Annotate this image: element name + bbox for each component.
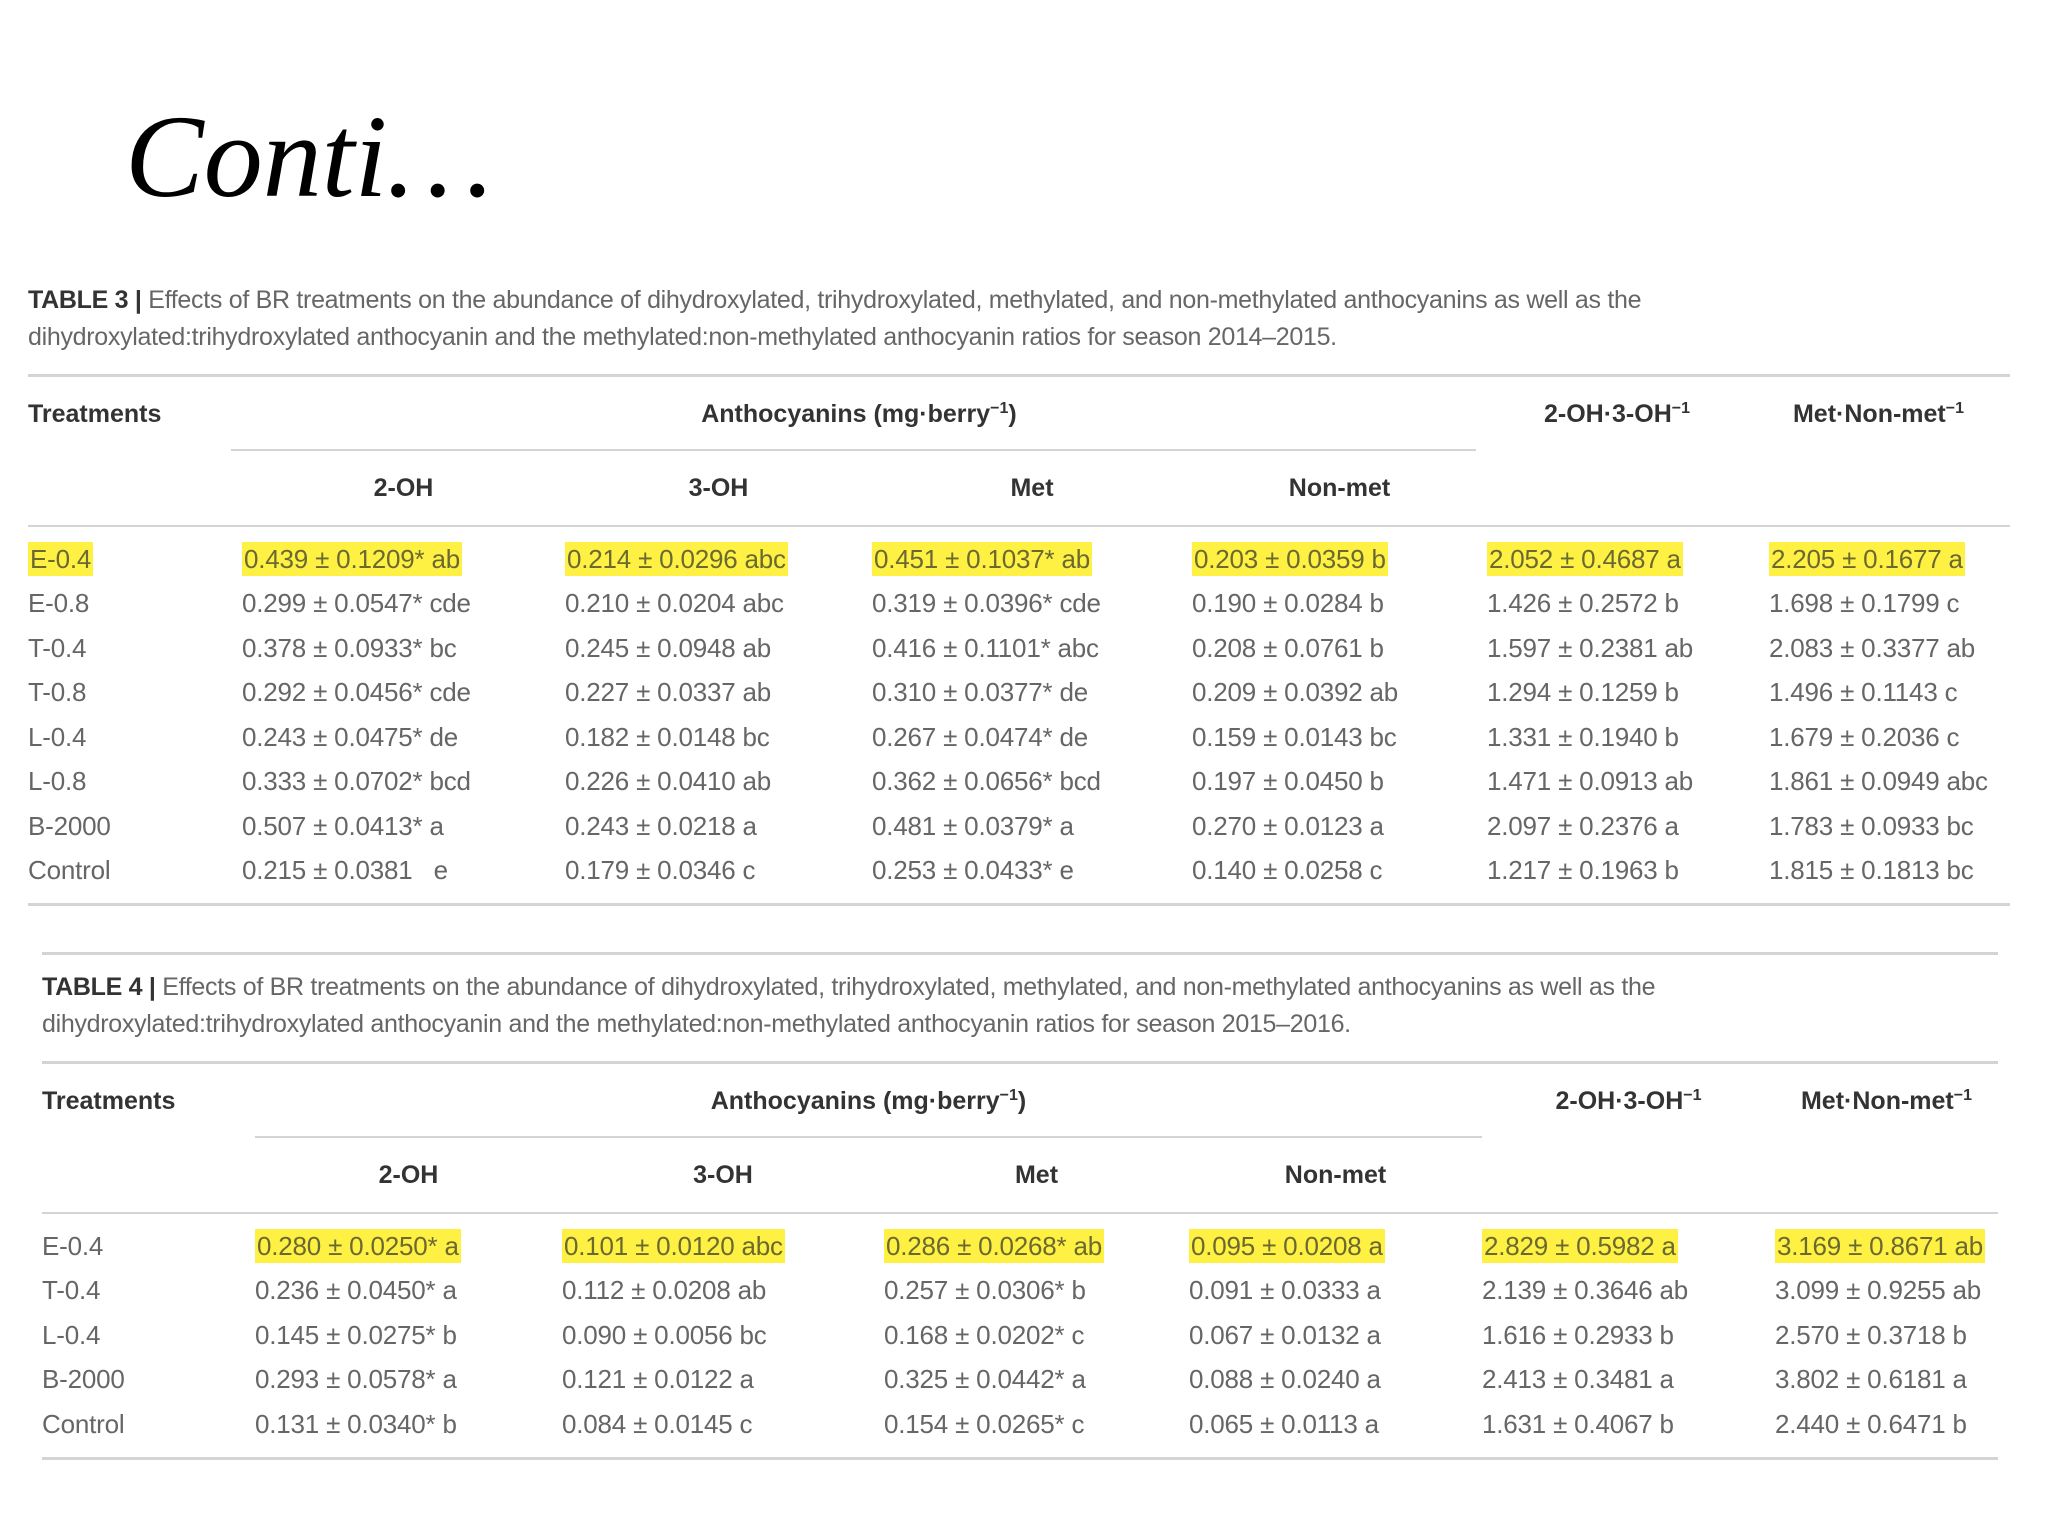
table-row — [42, 1224, 1998, 1269]
cell-nonmet — [1192, 722, 1487, 753]
table-bottom-rule — [42, 1457, 1998, 1460]
header-ratio-met — [1775, 1087, 1998, 1116]
cell-met-text: 0.257 ± 0.0306* b — [884, 1275, 1086, 1306]
cell-2oh — [242, 855, 565, 886]
cell-met-text: 0.325 ± 0.0442* a — [884, 1364, 1086, 1395]
cell-nonmet — [1192, 677, 1487, 708]
cell-nonmet — [1192, 544, 1487, 575]
header-ratio-oh-label: 2-OH·3-OH — [1555, 1086, 1684, 1115]
header-anthocyanins-close: ) — [1008, 400, 1017, 428]
table-header-row-2 — [28, 451, 2010, 525]
cell-2oh-text: 0.236 ± 0.0450* a — [255, 1275, 457, 1306]
cell-treatment — [28, 544, 242, 575]
cell-nonmet-text: 0.091 ± 0.0333 a — [1189, 1275, 1381, 1306]
header-treatments: Treatments — [28, 399, 162, 428]
cell-ratio-met — [1775, 1275, 1998, 1306]
cell-3oh — [562, 1364, 884, 1395]
header-anthocyanins-close: ) — [1017, 1087, 1027, 1115]
slide-title: Conti… — [125, 91, 493, 222]
cell-treatment-text: Control — [28, 855, 111, 886]
cell-2oh-text: 0.439 ± 0.1209* ab — [244, 543, 460, 574]
cell-ratio-oh-text: 1.294 ± 0.1259 b — [1487, 677, 1679, 708]
cell-3oh — [565, 722, 872, 753]
cell-ratio-met-text: 2.083 ± 0.3377 ab — [1769, 632, 1976, 663]
cell-ratio-met — [1775, 1231, 1998, 1262]
cell-nonmet-text: 0.203 ± 0.0359 b — [1194, 543, 1386, 574]
cell-3oh — [565, 766, 872, 797]
cell-met-text: 0.362 ± 0.0656* bcd — [872, 766, 1101, 797]
header-nonmet: Non-met — [1288, 473, 1391, 502]
cell-met-text: 0.416 ± 0.1101* abc — [872, 632, 1099, 663]
cell-nonmet — [1189, 1231, 1482, 1262]
cell-ratio-met — [1775, 1409, 1998, 1440]
cell-met — [884, 1275, 1189, 1306]
cell-ratio-met-text: 1.861 ± 0.0949 abc — [1769, 766, 1988, 797]
header-ratio-met-sup: −1 — [1945, 399, 1964, 417]
cell-ratio-oh-text: 2.097 ± 0.2376 a — [1487, 810, 1679, 841]
cell-treatment-text: E-0.4 — [30, 543, 92, 574]
cell-3oh-text: 0.112 ± 0.0208 ab — [562, 1275, 767, 1306]
cell-ratio-met — [1769, 811, 2010, 842]
cell-met-text: 0.319 ± 0.0396* cde — [872, 588, 1101, 619]
cell-met — [872, 633, 1192, 664]
cell-ratio-met — [1769, 722, 2010, 753]
cell-2oh-text: 0.280 ± 0.0250* a — [257, 1230, 459, 1261]
table-header-row-1 — [28, 377, 2010, 451]
cell-3oh-text: 0.243 ± 0.0218 a — [565, 810, 757, 841]
cell-ratio-oh — [1487, 633, 1769, 664]
cell-2oh — [255, 1320, 562, 1351]
cell-2oh-text: 0.145 ± 0.0275* b — [255, 1319, 457, 1350]
cell-treatment-text: L-0.8 — [28, 766, 87, 797]
cell-3oh — [565, 633, 872, 664]
cell-2oh-text: 0.131 ± 0.0340* b — [255, 1408, 457, 1439]
cell-treatment — [28, 722, 242, 753]
header-anthocyanins-label: Anthocyanins (mg·berry — [710, 1087, 1000, 1115]
cell-nonmet-text: 0.270 ± 0.0123 a — [1192, 810, 1384, 841]
header-anthocyanins — [255, 1064, 1482, 1138]
cell-ratio-met — [1769, 855, 2010, 886]
table-row — [42, 1313, 1998, 1358]
cell-2oh — [242, 811, 565, 842]
cell-met — [872, 588, 1192, 619]
table-caption — [42, 969, 1998, 1043]
table-row — [28, 537, 2010, 582]
cell-treatment — [42, 1364, 255, 1395]
table-row — [28, 582, 2010, 627]
cell-treatment — [28, 588, 242, 619]
cell-ratio-oh-text: 1.471 ± 0.0913 ab — [1487, 766, 1694, 797]
cell-ratio-oh-text: 1.597 ± 0.2381 ab — [1487, 632, 1694, 663]
table-label: TABLE 3 | — [28, 286, 142, 314]
header-ratio-met-sup: −1 — [1953, 1086, 1972, 1104]
cell-ratio-oh-text: 1.217 ± 0.1963 b — [1487, 855, 1679, 886]
header-2oh: 2-OH — [378, 1160, 439, 1189]
table-3 — [28, 282, 2010, 906]
cell-treatment-text: T-0.8 — [28, 677, 87, 708]
header-anthocyanins-sup: −1 — [999, 1087, 1018, 1104]
caption-line-2: dihydroxylated:trihydroxylated anthocyanin and the methylated:non-methylated anthocyanin ratios for season 2015–2016. — [42, 1010, 1351, 1038]
cell-ratio-oh — [1482, 1231, 1775, 1262]
cell-ratio-oh-text: 1.616 ± 0.2933 b — [1482, 1319, 1674, 1350]
cell-3oh-text: 0.210 ± 0.0204 abc — [565, 588, 784, 619]
cell-ratio-met-text: 2.205 ± 0.1677 a — [1771, 543, 1963, 574]
cell-met — [872, 855, 1192, 886]
cell-2oh-text: 0.333 ± 0.0702* bcd — [242, 766, 471, 797]
cell-nonmet-text: 0.197 ± 0.0450 b — [1192, 766, 1384, 797]
cell-met-text: 0.286 ± 0.0268* ab — [886, 1230, 1102, 1261]
cell-met-text: 0.267 ± 0.0474* de — [872, 721, 1088, 752]
cell-ratio-met-text: 1.698 ± 0.1799 c — [1769, 588, 1960, 619]
cell-3oh — [562, 1320, 884, 1351]
table-label: TABLE 4 | — [42, 973, 156, 1001]
caption-line-1: Effects of BR treatments on the abundance of dihydroxylated, trihydroxylated, methylated, and non-methylated anthocyanins as well as the — [148, 286, 1642, 314]
cell-met — [872, 722, 1192, 753]
cell-2oh-text: 0.507 ± 0.0413* a — [242, 810, 444, 841]
table-row — [28, 626, 2010, 671]
cell-2oh-text: 0.293 ± 0.0578* a — [255, 1364, 457, 1395]
cell-treatment-text: B-2000 — [28, 810, 111, 841]
cell-3oh-text: 0.101 ± 0.0120 abc — [564, 1230, 783, 1261]
cell-ratio-oh — [1482, 1275, 1775, 1306]
cell-met-text: 0.253 ± 0.0433* e — [872, 855, 1074, 886]
caption-line-1: Effects of BR treatments on the abundance of dihydroxylated, trihydroxylated, methylated, and non-methylated anthocyanins as well as the — [162, 973, 1656, 1001]
header-treatments: Treatments — [42, 1086, 176, 1115]
cell-3oh — [565, 811, 872, 842]
cell-nonmet — [1189, 1409, 1482, 1440]
cell-ratio-met — [1775, 1320, 1998, 1351]
header-group-underline — [255, 1136, 1482, 1138]
cell-treatment — [28, 855, 242, 886]
cell-met — [884, 1409, 1189, 1440]
cell-2oh — [255, 1409, 562, 1440]
cell-ratio-oh — [1482, 1320, 1775, 1351]
cell-2oh — [255, 1364, 562, 1395]
cell-3oh-text: 0.227 ± 0.0337 ab — [565, 677, 772, 708]
cell-met-text: 0.481 ± 0.0379* a — [872, 810, 1074, 841]
cell-met-text: 0.310 ± 0.0377* de — [872, 677, 1088, 708]
cell-ratio-met-text: 2.440 ± 0.6471 b — [1775, 1408, 1967, 1439]
cell-3oh — [565, 544, 872, 575]
header-3oh: 3-OH — [693, 1160, 753, 1189]
table-row — [28, 849, 2010, 894]
cell-2oh — [242, 722, 565, 753]
caption-line-2: dihydroxylated:trihydroxylated anthocyanin and the methylated:non-methylated anthocyanin ratios for season 2014–2015. — [28, 323, 1337, 351]
cell-treatment-text: E-0.8 — [28, 588, 90, 619]
table-row — [42, 1358, 1998, 1403]
cell-met — [884, 1364, 1189, 1395]
header-ratio-met-label: Met·Non-met — [1792, 399, 1946, 428]
cell-ratio-oh — [1487, 588, 1769, 619]
cell-ratio-oh-text: 1.426 ± 0.2572 b — [1487, 588, 1679, 619]
cell-ratio-oh — [1487, 677, 1769, 708]
cell-treatment-text: T-0.4 — [28, 632, 87, 663]
cell-nonmet — [1192, 766, 1487, 797]
cell-ratio-met-text: 3.169 ± 0.8671 ab — [1777, 1230, 1984, 1261]
header-ratio-oh — [1476, 400, 1758, 429]
header-anthocyanins — [231, 377, 1476, 451]
cell-3oh-text: 0.121 ± 0.0122 a — [562, 1364, 754, 1395]
header-anthocyanins-label: Anthocyanins (mg·berry — [701, 400, 991, 428]
cell-treatment-text: B-2000 — [42, 1364, 125, 1395]
table-row — [28, 671, 2010, 716]
table-row — [28, 715, 2010, 760]
cell-nonmet-text: 0.088 ± 0.0240 a — [1189, 1364, 1381, 1395]
cell-3oh-text: 0.214 ± 0.0296 abc — [567, 543, 786, 574]
cell-2oh-text: 0.215 ± 0.0381 e — [242, 855, 448, 886]
header-group-underline — [231, 449, 1476, 451]
cell-2oh-text: 0.292 ± 0.0456* cde — [242, 677, 471, 708]
cell-nonmet-text: 0.208 ± 0.0761 b — [1192, 632, 1384, 663]
cell-treatment — [28, 766, 242, 797]
cell-2oh-text: 0.243 ± 0.0475* de — [242, 721, 458, 752]
cell-ratio-oh-text: 2.052 ± 0.4687 a — [1489, 543, 1681, 574]
cell-3oh-text: 0.179 ± 0.0346 c — [565, 855, 756, 886]
header-ratio-oh-sup: −1 — [1683, 1086, 1702, 1104]
header-anthocyanins-sup: −1 — [990, 400, 1009, 417]
cell-met — [872, 677, 1192, 708]
table-caption — [28, 282, 2010, 356]
cell-nonmet — [1189, 1364, 1482, 1395]
cell-treatment-text: T-0.4 — [42, 1275, 101, 1306]
cell-met — [872, 811, 1192, 842]
cell-treatment-text: L-0.4 — [42, 1319, 101, 1350]
cell-3oh-text: 0.226 ± 0.0410 ab — [565, 766, 772, 797]
cell-ratio-oh-text: 1.631 ± 0.4067 b — [1482, 1408, 1674, 1439]
cell-nonmet-text: 0.190 ± 0.0284 b — [1192, 588, 1384, 619]
header-3oh: 3-OH — [688, 473, 749, 502]
cell-nonmet — [1192, 855, 1487, 886]
table-row — [42, 1402, 1998, 1447]
table-body — [28, 527, 2010, 903]
header-ratio-oh-label: 2-OH·3-OH — [1543, 399, 1672, 428]
cell-ratio-oh — [1482, 1409, 1775, 1440]
cell-ratio-oh-text: 2.413 ± 0.3481 a — [1482, 1364, 1674, 1395]
cell-ratio-met — [1769, 544, 2010, 575]
cell-ratio-met-text: 3.099 ± 0.9255 ab — [1775, 1275, 1982, 1306]
header-2oh: 2-OH — [373, 473, 434, 502]
cell-nonmet-text: 0.095 ± 0.0208 a — [1191, 1230, 1383, 1261]
cell-2oh — [255, 1231, 562, 1262]
table-header-row-1 — [42, 1064, 1998, 1138]
table-4 — [42, 952, 1998, 1460]
cell-treatment — [28, 677, 242, 708]
cell-met — [872, 544, 1192, 575]
header-ratio-oh — [1482, 1087, 1775, 1116]
header-met: Met — [1010, 473, 1054, 502]
cell-nonmet — [1192, 811, 1487, 842]
cell-3oh — [565, 855, 872, 886]
table-row — [28, 804, 2010, 849]
cell-ratio-met-text: 1.496 ± 0.1143 c — [1769, 677, 1958, 708]
cell-met — [872, 766, 1192, 797]
cell-3oh-text: 0.090 ± 0.0056 bc — [562, 1319, 767, 1350]
cell-ratio-met — [1769, 588, 2010, 619]
cell-treatment — [42, 1231, 255, 1262]
cell-ratio-oh-text: 2.829 ± 0.5982 a — [1484, 1230, 1676, 1261]
cell-3oh — [562, 1231, 884, 1262]
cell-treatment — [42, 1409, 255, 1440]
table-body — [42, 1214, 1998, 1457]
cell-nonmet-text: 0.209 ± 0.0392 ab — [1192, 677, 1399, 708]
cell-met — [884, 1320, 1189, 1351]
cell-nonmet-text: 0.159 ± 0.0143 bc — [1192, 721, 1397, 752]
cell-treatment-text: E-0.4 — [42, 1230, 104, 1261]
cell-treatment — [42, 1275, 255, 1306]
table-header-row-2 — [42, 1138, 1998, 1212]
cell-ratio-met-text: 1.783 ± 0.0933 bc — [1769, 810, 1974, 841]
header-nonmet: Non-met — [1284, 1160, 1387, 1189]
cell-met — [884, 1231, 1189, 1262]
cell-ratio-oh — [1487, 811, 1769, 842]
cell-3oh — [565, 588, 872, 619]
cell-met-text: 0.168 ± 0.0202* c — [884, 1319, 1085, 1350]
cell-2oh — [242, 588, 565, 619]
cell-ratio-oh-text: 1.331 ± 0.1940 b — [1487, 721, 1679, 752]
cell-ratio-oh — [1487, 855, 1769, 886]
cell-2oh — [242, 544, 565, 575]
cell-ratio-oh — [1487, 544, 1769, 575]
cell-ratio-oh — [1487, 766, 1769, 797]
cell-ratio-oh — [1487, 722, 1769, 753]
cell-3oh — [562, 1409, 884, 1440]
cell-ratio-oh — [1482, 1364, 1775, 1395]
cell-2oh — [242, 633, 565, 664]
header-met: Met — [1014, 1160, 1059, 1189]
cell-ratio-met — [1769, 677, 2010, 708]
cell-nonmet — [1192, 588, 1487, 619]
cell-ratio-met — [1769, 633, 2010, 664]
cell-ratio-met — [1769, 766, 2010, 797]
cell-nonmet-text: 0.067 ± 0.0132 a — [1189, 1319, 1381, 1350]
cell-nonmet-text: 0.065 ± 0.0113 a — [1189, 1408, 1379, 1439]
cell-met-text: 0.154 ± 0.0265* c — [884, 1408, 1085, 1439]
cell-3oh — [562, 1275, 884, 1306]
cell-2oh — [255, 1275, 562, 1306]
cell-met-text: 0.451 ± 0.1037* ab — [874, 543, 1090, 574]
header-ratio-oh-sup: −1 — [1671, 399, 1691, 417]
cell-ratio-met — [1775, 1364, 1998, 1395]
cell-ratio-met-text: 1.815 ± 0.1813 bc — [1769, 855, 1974, 886]
table-row — [42, 1269, 1998, 1314]
cell-ratio-oh-text: 2.139 ± 0.3646 ab — [1482, 1275, 1689, 1306]
cell-2oh-text: 0.378 ± 0.0933* bc — [242, 632, 457, 663]
cell-3oh — [565, 677, 872, 708]
cell-ratio-met-text: 2.570 ± 0.3718 b — [1775, 1319, 1967, 1350]
table-bottom-rule — [28, 903, 2010, 906]
cell-2oh — [242, 766, 565, 797]
cell-treatment-text: L-0.4 — [28, 721, 87, 752]
cell-nonmet — [1192, 633, 1487, 664]
table-separator-rule — [42, 952, 1998, 955]
table-row — [28, 760, 2010, 805]
cell-treatment — [28, 811, 242, 842]
cell-treatment — [42, 1320, 255, 1351]
cell-nonmet — [1189, 1275, 1482, 1306]
cell-3oh-text: 0.245 ± 0.0948 ab — [565, 632, 772, 663]
header-ratio-met-label: Met·Non-met — [1800, 1086, 1954, 1115]
cell-ratio-met-text: 1.679 ± 0.2036 c — [1769, 721, 1960, 752]
cell-2oh-text: 0.299 ± 0.0547* cde — [242, 588, 471, 619]
cell-nonmet-text: 0.140 ± 0.0258 c — [1192, 855, 1383, 886]
cell-treatment — [28, 633, 242, 664]
cell-nonmet — [1189, 1320, 1482, 1351]
cell-ratio-met-text: 3.802 ± 0.6181 a — [1775, 1364, 1967, 1395]
cell-3oh-text: 0.182 ± 0.0148 bc — [565, 721, 770, 752]
cell-2oh — [242, 677, 565, 708]
cell-3oh-text: 0.084 ± 0.0145 c — [562, 1408, 753, 1439]
header-ratio-met — [1758, 400, 1999, 429]
cell-treatment-text: Control — [42, 1408, 125, 1439]
